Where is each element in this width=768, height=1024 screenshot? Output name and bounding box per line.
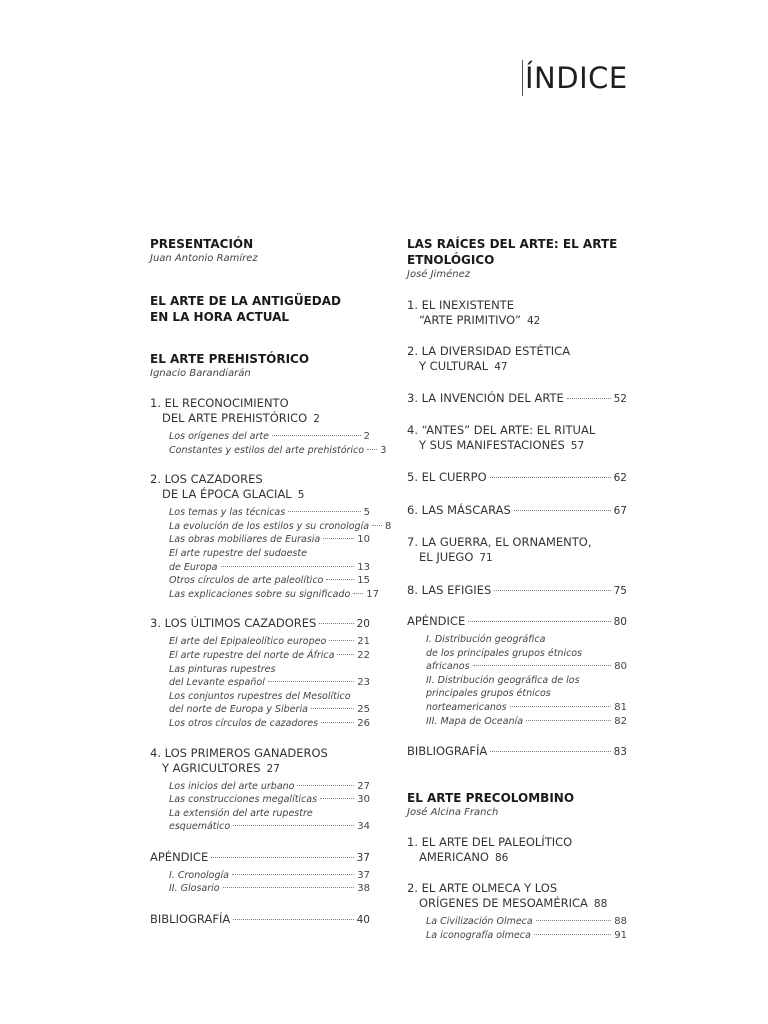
chapter-title: 4. “ANTES” DEL ARTE: EL RITUAL — [407, 423, 596, 437]
chapter-title: 2. LOS CAZADORES — [150, 472, 263, 487]
chapter-title: 1. EL RECONOCIMIENTO — [150, 396, 289, 410]
page-number: 8 — [385, 520, 392, 532]
toc-subentry[interactable]: Constantes y estilos del arte prehistórico 3 — [169, 444, 387, 456]
page-number: 21 — [357, 636, 370, 648]
page-number: 88 — [593, 898, 608, 911]
chapter-title: 1. EL INEXISTENTE — [407, 298, 514, 312]
toc-subentry[interactable]: Los inicios del arte urbano 27 — [169, 780, 370, 792]
page-number: 62 — [613, 472, 627, 484]
toc-left-column — [150, 236, 392, 928]
section-title[interactable]: EL ARTE PREHISTÓRICO — [150, 352, 310, 366]
page-number: 37 — [356, 851, 370, 864]
toc-subentry[interactable]: Los orígenes del arte 2 — [169, 431, 370, 442]
section-author: José Alcina Franch — [407, 807, 499, 819]
toc-subentry[interactable]: Los conjuntos rupestres del Mesolítico del norte de Europa y Siberia 25 — [169, 690, 370, 716]
section-prehistorico — [150, 351, 392, 928]
chapter-title-line2: ORÍGENES DE MESOAMÉRICA 88 — [419, 896, 608, 911]
section-title[interactable]: EL ARTE DE LA ANTIGÜEDAD — [150, 294, 341, 308]
page-number: 67 — [613, 505, 627, 517]
page-number: 3 — [380, 444, 387, 456]
page-number: 91 — [614, 929, 627, 941]
page-number: 5 — [297, 489, 305, 502]
toc-chapter[interactable] — [407, 535, 627, 566]
page-number: 30 — [357, 794, 370, 806]
toc-chapter[interactable] — [150, 746, 370, 777]
toc-subentry[interactable]: La extensión del arte rupestre esquemático 34 — [169, 807, 370, 833]
section-title-line2[interactable]: ETNOLÓGICO — [407, 253, 495, 267]
section-raices — [407, 236, 627, 760]
section-author: Juan Antonio Ramírez — [150, 253, 258, 264]
section-title[interactable]: PRESENTACIÓN — [150, 237, 254, 251]
toc-bibliografia[interactable]: BIBLIOGRAFÍA 40 — [150, 912, 370, 927]
toc-chapter[interactable] — [407, 470, 627, 486]
page-number: 88 — [614, 916, 627, 928]
chapter-title-line2: “ARTE PRIMITIVO” 42 — [419, 313, 541, 327]
page-number: 80 — [613, 616, 627, 628]
page-title: ÍNDICE — [522, 60, 628, 96]
chapter-title: 3. LOS ÚLTIMOS CAZADORES — [150, 616, 317, 631]
chapter-title-line2: Y CULTURAL 47 — [419, 359, 508, 373]
page-number: 25 — [357, 704, 370, 716]
toc-subentry[interactable]: Las explicaciones sobre su significado 17 — [169, 588, 380, 600]
toc-subentry[interactable]: Las construcciones megalíticas 30 — [169, 794, 370, 806]
page-number: 34 — [357, 821, 370, 833]
section-title-line2[interactable]: EN LA HORA ACTUAL — [150, 310, 290, 324]
page-number: 82 — [614, 715, 627, 727]
page-number: 2 — [313, 413, 320, 425]
toc-subentry[interactable]: II. Distribución geográfica de los principales grupos étnicos norteamericanos 81 — [426, 674, 627, 713]
page-number: 17 — [366, 588, 380, 600]
chapter-title: 2. LA DIVERSIDAD ESTÉTICA — [407, 344, 571, 358]
toc-subentry[interactable]: Otros círculos de arte paleolítico 15 — [169, 575, 370, 587]
page-number: 27 — [357, 780, 370, 792]
toc-chapter[interactable] — [407, 344, 627, 375]
toc-subentry[interactable]: Las pinturas rupestres del Levante español 23 — [169, 663, 370, 689]
page-number: 80 — [614, 661, 627, 673]
page-number: 47 — [494, 361, 508, 373]
page-number: 57 — [570, 440, 585, 452]
toc-subentry[interactable]: III. Mapa de Oceanía 82 — [426, 715, 627, 727]
page-number: 86 — [495, 852, 509, 865]
chapter-title-line2: DE LA ÉPOCA GLACIAL 5 — [162, 487, 305, 502]
toc-subentry[interactable]: I. Distribución geográfica de los principales grupos étnicos africanos 80 — [426, 634, 627, 673]
chapter-title-line2: Y AGRICULTORES 27 — [162, 760, 280, 775]
toc-apendice[interactable]: APÉNDICE 37 — [150, 849, 370, 864]
page-number: 5 — [363, 507, 370, 519]
toc-chapter[interactable] — [150, 616, 370, 632]
section-precolombino — [407, 790, 627, 942]
section-author: Ignacio Barandiarán — [150, 368, 251, 379]
page-number: 40 — [356, 914, 370, 927]
chapter-title-line2: EL JUEGO 71 — [419, 550, 493, 564]
toc-subentry[interactable]: El arte rupestre del sudoeste de Europa 13 — [169, 547, 370, 573]
page-number: 52 — [613, 393, 627, 405]
toc-chapter[interactable] — [407, 503, 627, 519]
toc-subentry[interactable]: El arte del Epipaleolítico europeo 21 — [169, 636, 370, 648]
toc-subentry[interactable]: Los temas y las técnicas 5 — [169, 507, 370, 519]
toc-chapter[interactable] — [407, 881, 627, 912]
toc-chapter[interactable] — [407, 391, 627, 407]
section-author: José Jiménez — [407, 269, 470, 280]
page-number: 38 — [357, 883, 370, 895]
page-number: 22 — [357, 649, 370, 661]
section-antiguedad — [150, 293, 370, 325]
toc-chapter[interactable] — [407, 298, 627, 329]
page-number: 75 — [613, 585, 627, 597]
chapter-title: 7. LA GUERRA, EL ORNAMENTO, — [407, 535, 592, 549]
toc-chapter[interactable] — [150, 396, 370, 427]
toc-subentry[interactable]: II. Glosario 38 — [169, 883, 370, 895]
page-number: 23 — [357, 677, 370, 689]
toc-right-column — [407, 236, 627, 942]
page-number: 10 — [357, 534, 370, 546]
chapter-title: 3. LA INVENCIÓN DEL ARTE — [407, 391, 564, 405]
page-number: 37 — [357, 869, 370, 881]
page-number: 2 — [363, 431, 370, 442]
page-number: 83 — [613, 746, 627, 759]
chapter-title-line2: DEL ARTE PREHISTÓRICO 2 — [162, 411, 320, 425]
toc-bibliografia[interactable]: BIBLIOGRAFÍA 83 — [407, 744, 627, 759]
toc-subentry[interactable]: La iconografía olmeca 91 — [426, 929, 627, 941]
toc-chapter[interactable] — [407, 423, 627, 454]
chapter-title: 4. LOS PRIMEROS GANADEROS — [150, 745, 328, 760]
chapter-title: 5. EL CUERPO — [407, 470, 487, 484]
page-number: 15 — [357, 575, 370, 587]
toc-subentry[interactable]: La evolución de los estilos y su cronología 8 — [169, 520, 392, 532]
toc-subentry[interactable]: La Civilización Olmeca 88 — [426, 916, 627, 928]
toc-subentry[interactable]: Las obras mobiliares de Eurasia 10 — [169, 534, 370, 546]
toc-subentry[interactable]: I. Cronología 37 — [169, 869, 370, 881]
page-number: 42 — [526, 315, 541, 327]
page-number: 27 — [266, 762, 280, 775]
chapter-title: 8. LAS EFIGIES — [407, 583, 492, 597]
toc-apendice[interactable]: APÉNDICE 80 — [407, 614, 627, 628]
toc-subentry[interactable]: Los otros círculos de cazadores 26 — [169, 717, 370, 729]
page-number: 13 — [357, 561, 370, 573]
section-title[interactable]: LAS RAÍCES DEL ARTE: EL ARTE — [407, 237, 618, 251]
section-title[interactable]: EL ARTE PRECOLOMBINO — [407, 791, 575, 806]
toc-chapter[interactable] — [407, 583, 627, 599]
chapter-title-line2: AMERICANO 86 — [419, 850, 509, 865]
section-presentacion — [150, 236, 370, 265]
chapter-title: 6. LAS MÁSCARAS — [407, 503, 511, 517]
chapter-title: 1. EL ARTE DEL PALEOLÍTICO — [407, 835, 573, 850]
toc-subentry[interactable]: El arte rupestre del norte de África 22 — [169, 649, 370, 661]
page-number: 81 — [614, 701, 627, 713]
chapter-title: 2. EL ARTE OLMECA Y LOS — [407, 881, 558, 896]
page-number: 26 — [357, 717, 370, 729]
toc-chapter[interactable] — [407, 835, 627, 866]
toc-chapter[interactable] — [150, 472, 370, 503]
page-number: 20 — [356, 618, 370, 631]
page-number: 71 — [479, 552, 493, 564]
chapter-title-line2: Y SUS MANIFESTACIONES 57 — [419, 438, 585, 452]
